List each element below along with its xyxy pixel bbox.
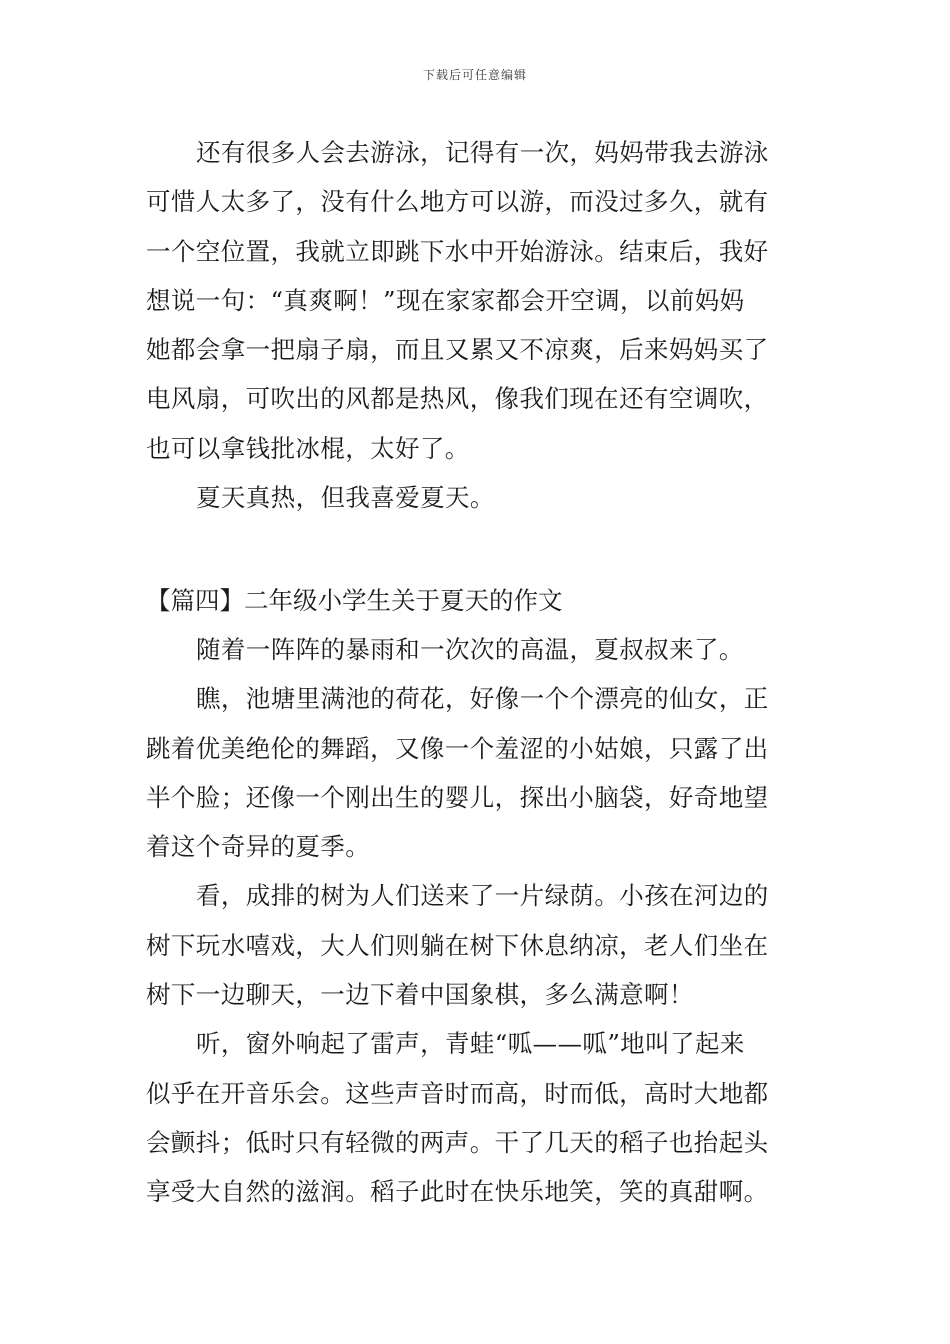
text-line: 夏天真热，但我喜爱夏天。 xyxy=(196,483,495,513)
text-line: 享受大自然的滋润。稻子此时在快乐地笑，笑的真甜啊。 xyxy=(146,1177,769,1207)
text-line: 随着一阵阵的暴雨和一次次的高温，夏叔叔来了。 xyxy=(196,634,744,664)
text-line: 跳着优美绝伦的舞蹈，又像一个羞涩的小姑娘，只露了出 xyxy=(146,733,769,763)
text-line: 半个脸；还像一个刚出生的婴儿，探出小脑袋，好奇地望 xyxy=(146,782,769,812)
text-line: 电风扇，可吹出的风都是热风，像我们现在还有空调吹， xyxy=(146,384,769,414)
blank-line xyxy=(146,522,810,571)
text-line: 着这个奇异的夏季。 xyxy=(146,832,371,862)
paragraph xyxy=(146,625,810,674)
text-line: 看，成排的树为人们送来了一片绿荫。小孩在河边的 xyxy=(196,881,769,911)
paragraph xyxy=(146,1019,810,1216)
text-line: 听，窗外响起了雷声，青蛙“呱——呱”地叫了起来 xyxy=(196,1029,745,1059)
text-line: 瞧，池塘里满池的荷花，好像一个个漂亮的仙女，正 xyxy=(196,684,769,714)
paragraph xyxy=(146,674,810,871)
text-line: 似乎在开音乐会。这些声音时而高，时而低，高时大地都 xyxy=(146,1078,769,1108)
text-line: 可惜人太多了，没有什么地方可以游，而没过多久，就有 xyxy=(146,187,769,217)
paragraph xyxy=(146,473,810,522)
text-line: 树下一边聊天，一边下着中国象棋，多么满意啊！ xyxy=(146,980,694,1010)
paragraph xyxy=(146,128,810,473)
document-body xyxy=(146,128,810,1217)
header-note: 下载后可任意编辑 xyxy=(422,68,527,82)
text-line: 她都会拿一把扇子扇，而且又累又不凉爽，后来妈妈买了 xyxy=(146,335,769,365)
text-line: 也可以拿钱批冰棍，太好了。 xyxy=(146,433,470,463)
section-title: 【篇四】二年级小学生关于夏天的作文 xyxy=(146,585,563,615)
text-line: 还有很多人会去游泳，记得有一次，妈妈带我去游泳 xyxy=(196,138,769,167)
text-line: 想说一句：“真爽啊！”现在家家都会开空调，以前妈妈 xyxy=(146,285,745,315)
text-line: 会颤抖；低时只有轻微的两声。干了几天的稻子也抬起头 xyxy=(146,1127,769,1157)
text-line: 树下玩水嘻戏，大人们则躺在树下休息纳凉，老人们坐在 xyxy=(146,930,769,960)
text-line: 一个空位置，我就立即跳下水中开始游泳。结束后，我好 xyxy=(146,236,769,266)
paragraph xyxy=(146,871,810,1019)
